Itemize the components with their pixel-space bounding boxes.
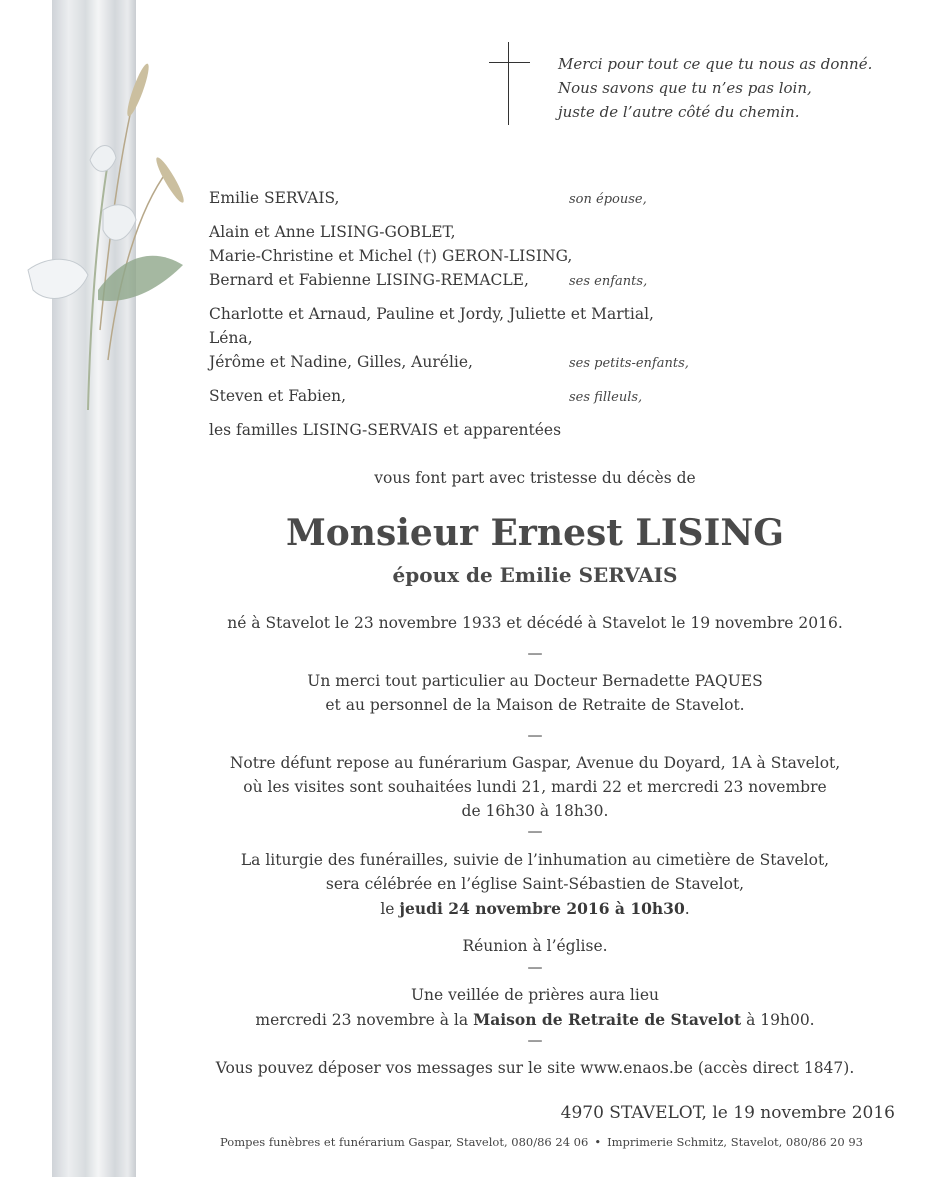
place-date: 4970 STAVELOT, le 19 novembre 2016 [560, 1103, 895, 1123]
cross-vertical [508, 42, 509, 125]
family-line: Charlotte et Arnaud, Pauline et Jordy, Juliette et Martial, [209, 305, 654, 323]
family-line: les familles LISING-SERVAIS et apparentées [209, 421, 562, 439]
rest-line: où les visites sont souhaitées lundi 21, mardi 22 et mercredi 23 novembre [243, 778, 827, 796]
liturgy-line: sera célébrée en l’église Saint-Sébastien de Stavelot, [325, 875, 745, 893]
thanks-line: et au personnel de la Maison de Retraite de Stavelot. [325, 696, 745, 714]
separator-dash: — [527, 1031, 543, 1049]
footer-printer: Imprimerie Schmitz, Stavelot, 080/86 20 93 [607, 1135, 863, 1149]
separator-dash: — [527, 958, 543, 976]
vigil-line: Une veillée de prières aura lieu [410, 986, 660, 1004]
rest-line: Notre défunt repose au funérarium Gaspar, Avenue du Doyard, 1A à Stavelot, [229, 754, 841, 772]
family-role: ses petits-enfants, [569, 356, 689, 371]
calla-lily-wheat-icon [18, 30, 198, 410]
family-line: Léna, [209, 329, 253, 347]
family-line: Emilie SERVAIS, [209, 189, 340, 207]
separator-dash: — [527, 644, 543, 662]
rest-line: de 16h30 à 18h30. [461, 802, 609, 820]
poem-line: Nous savons que tu n’es pas loin, [558, 79, 812, 97]
deceased-spouse: époux de Emilie SERVAIS [392, 563, 678, 587]
liturgy-text: . [684, 900, 690, 918]
family-line: Marie-Christine et Michel (†) GERON-LISING, [209, 247, 573, 265]
cross-horizontal [489, 62, 530, 63]
family-role: son épouse, [569, 192, 647, 207]
deceased-name: Monsieur Ernest LISING [285, 512, 785, 554]
liturgy-date: jeudi 24 novembre 2016 à 10h30 [399, 899, 685, 918]
poem [558, 52, 872, 124]
intro-text: vous font part avec tristesse du décès de [374, 469, 696, 487]
reunion-text: Réunion à l’église. [462, 937, 608, 955]
footer-separator: • [594, 1135, 602, 1149]
family-line: Steven et Fabien, [209, 387, 347, 405]
messages-text: Vous pouvez déposer vos messages sur le site www.enaos.be (accès direct 1847). [215, 1059, 855, 1077]
liturgy-line [160, 899, 910, 918]
thanks-line: Un merci tout particulier au Docteur Bernadette PAQUES [307, 672, 763, 690]
family-line: Bernard et Fabienne LISING-REMACLE, [209, 271, 529, 289]
family-role: ses enfants, [569, 274, 648, 289]
footer-funeral-home: Pompes funèbres et funérarium Gaspar, Stavelot, 080/86 24 06 [220, 1135, 589, 1149]
family-role: ses filleuls, [569, 390, 643, 405]
deceased-dates: né à Stavelot le 23 novembre 1933 et décédé à Stavelot le 19 novembre 2016. [227, 614, 843, 632]
family-line: Jérôme et Nadine, Gilles, Aurélie, [209, 353, 473, 371]
vigil-text: mercredi 23 novembre à la [255, 1011, 474, 1029]
liturgy-line: La liturgie des funérailles, suivie de l’inhumation au cimetière de Stavelot, [240, 851, 830, 869]
liturgy-text: le [380, 900, 400, 918]
separator-dash: — [527, 822, 543, 840]
poem-line: juste de l’autre côté du chemin. [558, 103, 800, 121]
family-line: Alain et Anne LISING-GOBLET, [209, 223, 456, 241]
vigil-text: à 19h00. [741, 1011, 815, 1029]
separator-dash: — [527, 726, 543, 744]
vigil-place: Maison de Retraite de Stavelot [473, 1010, 742, 1029]
poem-line: Merci pour tout ce que tu nous as donné. [558, 55, 873, 73]
vigil-line [160, 1010, 910, 1029]
footer [220, 1135, 863, 1149]
